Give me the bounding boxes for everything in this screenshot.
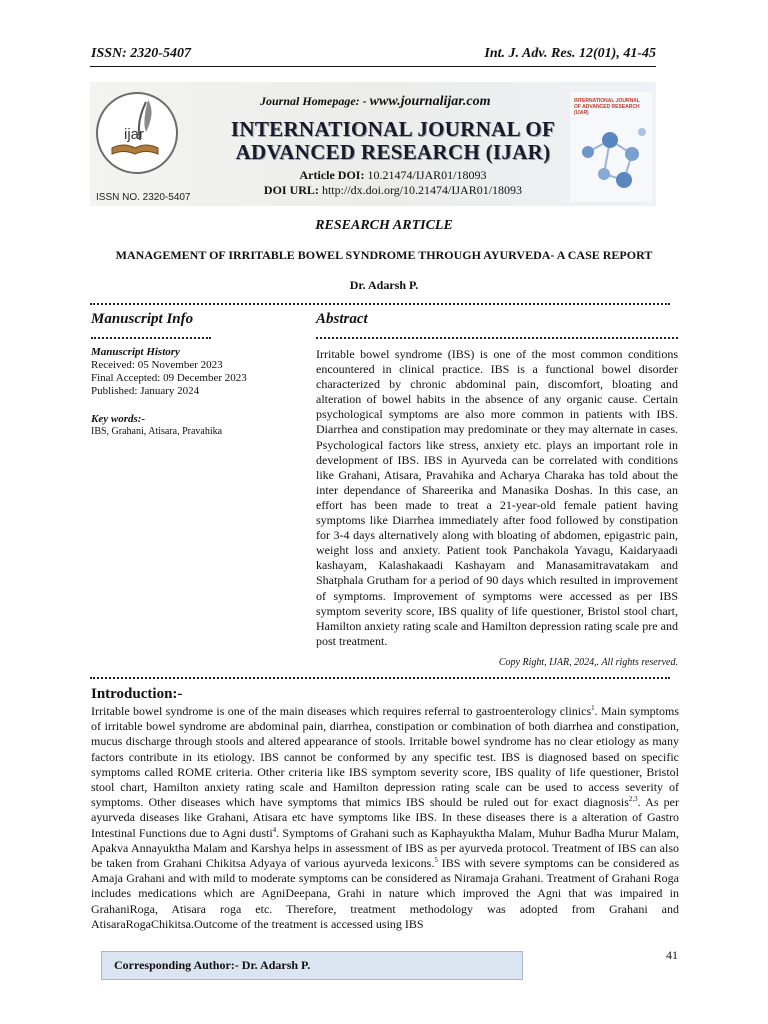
copyright-notice: Copy Right, IJAR, 2024,. All rights reserved. <box>498 657 678 668</box>
keywords-heading: Key words:- <box>91 413 146 425</box>
introduction-heading: Introduction:- <box>91 686 183 702</box>
dotted-divider-2 <box>90 677 670 679</box>
doi-url <box>248 183 538 198</box>
homepage-label: Journal Homepage: - <box>260 94 367 108</box>
journal-title-line2: ADVANCED RESEARCH (IJAR) <box>235 140 551 164</box>
intro-part: . As per ayurveda diseases like Grahani, Atisara etc have symptoms like IBS. In these diseases there is a alteration of Gastro Intestinal Functions due to Agni dusti <box>91 795 680 840</box>
abstract-text: Irritable bowel syndrome (IBS) is one of the most common conditions encountered in clinical practice. IBS is a functional bowel disorder characterized by chronic abdominal pain, discomfort, bloating and alteration of bowel habits in the absence of any organic cause. Certain psychological symptoms are also more common in patients with IBS. Diarrhea and constipation may predominate or they may alternate in cases. Psychological factors like stress, anxiety etc. plays an important role in development of IBS. IBS in Ayurveda can be correlated with conditions like Grahani, Atisara, Pravahika and Acharya Charaka has told about the inter dependance of Shareerika and Manasika Doshas. In this case, an effort has been made to treat a 21-year-old female patient having symptoms like Diarrhea immediately after food followed by constipation for 3-4 days alternatively along with bloating of abdomen, epigastric pain, weight loss and anxiety. Patient took Panchakola Yavagu, Kaidaryaadi kashayam, Kalashakaadi Kashayam and Manasamitravatakam and Shatphala Grutham for a period of 90 days which resulted in improvement of symptoms. Improvement of symptoms were accessed as per IBS symptom severity score, IBS quality of life questioner, Bristol stool chart, Hamilton anxiety rating scale and Hamilton depression rating scale pre and post treatment. <box>316 347 678 648</box>
header-rule <box>90 66 656 67</box>
introduction-text <box>91 704 679 932</box>
dotted-divider <box>90 303 670 305</box>
doi-url-link[interactable]: http://dx.doi.org/10.21474/IJAR01/18093 <box>321 183 523 197</box>
molecule-icon <box>570 92 652 202</box>
journal-title-line1: INTERNATIONAL JOURNAL OF <box>230 117 556 141</box>
intro-part: IBS with severe symptoms can be considered as Amaja Grahani and with mild to moderate symptoms can be considered as Niramaja Grahani. Treatment of Grahani Roga includes medications which are AgniDeepana, Grahi in nature which improved the Agni that was impaired in GrahaniRoga, Atisara roga etc. Therefore, treatment methodology was adopted from Grahani and AtisaraRogaChikitsa.Outcome of the treatment is accessed using IBS <box>91 856 679 931</box>
intro-part: . Symptoms of Grahani such as Kaphayuktha Malam, Muhur Badha Murur Malam, Apakva Annayuktha Malam and Karshya helps in assessment of IBS as per ayurveda protocol. Treatment of IBS can also be taken from Grahani Chikitsa Adyaya of various ayurveda lexicons. <box>91 825 679 871</box>
citation-header: Int. J. Adv. Res. 12(01), 41-45 <box>484 46 656 61</box>
article-doi <box>248 168 538 183</box>
journal-logo <box>96 92 178 174</box>
paper-title: MANAGEMENT OF IRRITABLE BOWEL SYNDROME THROUGH AYURVEDA- A CASE REPORT <box>115 248 653 262</box>
journal-title <box>220 118 566 164</box>
intro-part: Irritable bowel syndrome is one of the main diseases which requires referral to gastroenterology clinics <box>91 704 592 718</box>
accepted-date: Final Accepted: 09 December 2023 <box>91 372 247 384</box>
abstract-heading: Abstract <box>316 311 368 327</box>
doi-url-label: DOI URL: <box>263 183 319 197</box>
journal-cover-thumbnail <box>570 92 652 202</box>
citation-superscript: 5 <box>434 856 438 865</box>
author-name: Dr. Adarsh P. <box>349 278 419 292</box>
doi-value[interactable]: 10.21474/IJAR01/18093 <box>367 168 487 182</box>
abstract-dots <box>316 337 678 339</box>
homepage-link[interactable]: www.journalijar.com <box>369 94 491 109</box>
logo-issn: ISSN NO. 2320-5407 <box>96 192 191 203</box>
cover-title: INTERNATIONAL JOURNAL OF ADVANCED RESEARCH (IJAR) <box>574 98 640 116</box>
citation-superscript: 1 <box>591 704 595 712</box>
published-date: Published: January 2024 <box>91 385 200 397</box>
intro-part: . Main symptoms of irritable bowel syndrome are abdominal pain, diarrhea, constipation or combination of both diarrhea and constipation, mucus discharge through stools and altered appearance of stools. Irritable bowel syndrome has no clear etiology as many factors contribute in its etiology. IBS cannot be conformed by any specific test. IBS is diagnosed based on specific symptoms called ROME criteria. Other criteria like IBS symptom severity score, IBS quality of life questioner, Bristol stool chart, Hamilton anxiety rating scale and Hamilton depression rating scale can be used to access severity of symptoms. Other diseases which have symptoms that mimics IBS should be ruled out for exact diagnosis <box>91 704 680 810</box>
journal-homepage <box>260 94 491 110</box>
journal-banner <box>90 82 656 206</box>
issn-header: ISSN: 2320-5407 <box>91 46 191 61</box>
corresponding-author: Corresponding Author:- Dr. Adarsh P. <box>114 958 311 972</box>
logo-text: ijar <box>124 126 145 143</box>
manuscript-history-heading: Manuscript History <box>91 346 180 358</box>
received-date: Received: 05 November 2023 <box>91 359 223 371</box>
citation-superscript: 2,3 <box>628 795 638 804</box>
article-type: RESEARCH ARTICLE <box>315 218 453 233</box>
keywords-list: IBS, Grahani, Atisara, Pravahika <box>91 426 223 437</box>
corresponding-author-box <box>101 951 523 980</box>
page-number: 41 <box>666 948 678 962</box>
manuscript-info-heading: Manuscript Info <box>91 311 194 327</box>
doi-label: Article DOI: <box>299 168 365 182</box>
manuscript-info-dots <box>91 337 211 339</box>
citation-superscript: 4 <box>272 825 277 834</box>
